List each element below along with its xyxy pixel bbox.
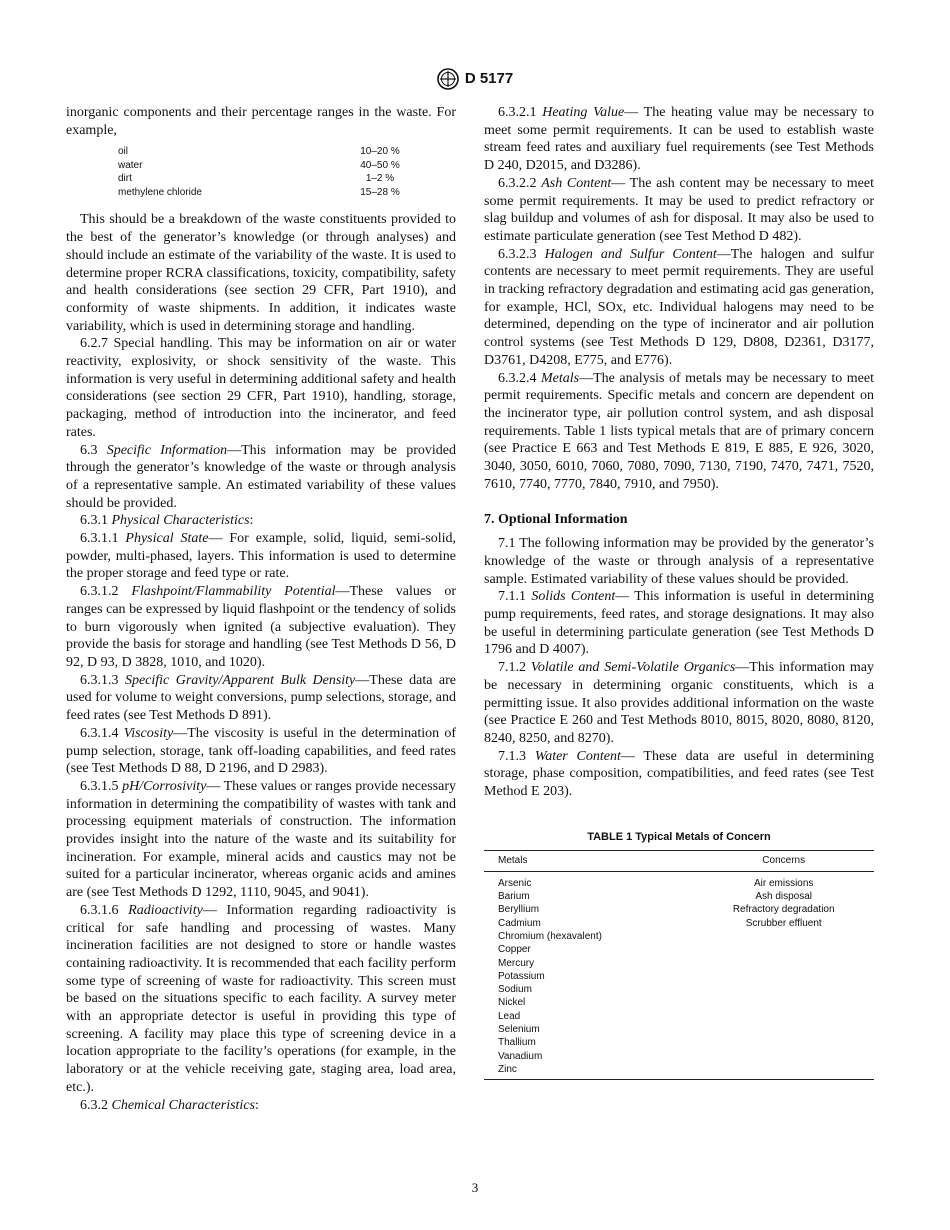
concern-cell xyxy=(693,943,874,956)
table-row xyxy=(484,1036,874,1049)
concern-cell xyxy=(693,957,874,970)
example-row: dirt 1–2 % xyxy=(118,173,395,185)
concern-cell xyxy=(693,996,874,1009)
left-column xyxy=(66,104,456,1114)
example-row: water 40–50 % xyxy=(118,159,400,171)
table-row xyxy=(484,970,874,983)
table-row xyxy=(484,983,874,996)
table-row xyxy=(484,957,874,970)
paragraph: 6.3.2.3 Halogen and Sulfur Content—The halogen and sulfur contents are necessary to meet permit requirements. They are useful in tracking refractory degradation and estimating acid gas generation, for example, HCl, SOx, etc. Individual halogens may need to be determined, depending on the type of incinerator and air pollution control systems (see Test Methods D 129, D808, D2361, D3177, D3761, D4208, E775, and E776). xyxy=(484,246,874,368)
table-row xyxy=(484,943,874,956)
paragraph: 7.1.1 Solids Content— This information is useful in determining pump requirements, feed rates, and storage designations. It may also be useful in determining particulate generation (see Test Methods D 1796 and D 4007). xyxy=(484,589,874,658)
metal-cell: Beryllium xyxy=(498,904,540,916)
document-designation: D 5177 xyxy=(464,69,514,87)
page-number: 3 xyxy=(471,1180,479,1195)
concern-cell xyxy=(693,1010,874,1023)
table-row xyxy=(484,1063,874,1080)
paragraph: 6.2.7 Special handling. This may be information on air or water reactivity, explosivity, or shock sensitivity of the waste. This information is very useful in determining additional safety and health considerations (see section 29 CFR, Part 1910), handling, storage, packaging, method of introduction into the incinerator, and feed rates. xyxy=(66,336,456,440)
metal-cell: Potassium xyxy=(498,970,545,982)
paragraph: 7.1 The following information may be provided by the generator’s knowledge of the waste or through analysis of a representative sample. Estimated variability of these values should be provided. xyxy=(484,536,874,587)
paragraph: 6.3.2.4 Metals—The analysis of metals may be necessary to meet permit requirements. Specific metals and concern are dependent on the incinerator type, air pollution control system, and ash disposal requirements. Table 1 lists typical metals that are of primary concern (see Practice E 663 and Test Methods E 819, E 885, E 926, 3020, 3040, 3050, 6010, 7060, 7080, 7090, 7130, 7190, 7470, 7471, 7520, 7610, 7740, 7770, 7840, 7910, and 7950). xyxy=(484,370,874,492)
table-header-row xyxy=(484,851,874,871)
table-row xyxy=(484,996,874,1009)
paragraph: 6.3.1.6 Radioactivity— Information regarding radioactivity is critical for safe handling and processing of wastes. Many incineration facilities are not designed to store or handle wastes containing radioactivity. It is recommended that each facility perform some type of screening of waste for radioactivity. This screen must be based on the situations specific to each facility. A survey meter with an appropriate detector is useful in providing this type of screening. A facility may place this type of screening device in a location appropriate to the facility’s operations (for example, in the laboratory or at the vehicle receiving gate, staging area, load area, etc.). xyxy=(66,902,457,1095)
concern-cell xyxy=(693,1050,874,1063)
paragraph: 7.1.2 Volatile and Semi-Volatile Organics—This information may be necessary in determining organic constituents, which is a permitting issue. It also provides additional information on the waste (see Practice E 260 and Test Methods 8010, 8015, 8020, 8080, 8120, 8240, 8250, and 8270). xyxy=(484,660,875,746)
paragraph: This should be a breakdown of the waste constituents provided to the best of the generator’s knowledge (or through analyses) and should include an estimate of the variability of the waste. It is used to determine proper RCRA classifications, toxicity, compatibility, safety and health considerations (see section 29 CFR, Part 1910), and conformity of waste shipments. In addition, it indicates waste variability, which is used in determining storage and handling. xyxy=(66,212,456,334)
metal-cell: Lead xyxy=(498,1010,521,1022)
table-row xyxy=(484,930,874,943)
concern-cell xyxy=(693,983,874,996)
table-title: TABLE 1 Typical Metals of Concern xyxy=(587,830,771,843)
metal-cell: Thallium xyxy=(498,1037,536,1049)
paragraph: 6.3 Specific Information—This information may be provided through the generator’s knowledge of the waste or through analysis of a representative sample. An estimated variability of these values should be provided. xyxy=(66,442,456,511)
metal-cell: Copper xyxy=(498,944,531,956)
astm-logo-icon xyxy=(437,68,459,90)
concern-cell: Scrubber effluent xyxy=(745,917,822,929)
table-row xyxy=(484,917,874,930)
metal-cell: Selenium xyxy=(498,1023,540,1035)
metals-table xyxy=(484,850,874,1080)
concern-cell: Refractory degradation xyxy=(732,904,835,916)
concern-cell: Ash disposal xyxy=(755,891,813,903)
metal-cell: Mercury xyxy=(498,957,535,969)
metal-cell: Barium xyxy=(498,891,530,903)
metal-cell: Zinc xyxy=(484,1063,693,1080)
metal-cell: Sodium xyxy=(498,984,532,996)
paragraph: 6.3.1.5 pH/Corrosivity— These values or ranges provide necessary information in determining the compatibility of wastes with tank and processing equipment materials of construction. The information provides insight into the nature of the waste and its suitability for incineration. For example, mineral acids and caustics may not be suited for a particular incinerator, whereas organic acids and amines are (see Test Methods D 1292, 1110, 9045, and 9041). xyxy=(66,778,456,901)
page-header xyxy=(0,68,950,90)
concern-cell xyxy=(693,1036,874,1049)
paragraph: 6.3.2 Chemical Characteristics: xyxy=(80,1097,259,1113)
concern-cell: Air emissions xyxy=(753,877,814,889)
table-row xyxy=(484,1010,874,1023)
paragraph: 6.3.1.3 Specific Gravity/Apparent Bulk Density—These data are used for volume to weight conversions, pump selections, storage, and feed rates (see Test Methods D 891). xyxy=(66,672,456,724)
example-row: oil 10–20 % xyxy=(118,146,400,158)
table-row xyxy=(484,1050,874,1063)
table-row xyxy=(484,871,874,890)
paragraph: 6.3.1.2 Flashpoint/Flammability Potential—These values or ranges can be expressed by liquid flashpoint or the tendency of solids to burn vigorously when ignited (a subjective evaluation). They provide the basis for storage and handling (see Test Methods D 56, D 92, D 93, D 3828, 1010, and 1020). xyxy=(66,584,456,670)
paragraph: 6.3.1.1 Physical State— For example, solid, liquid, semi-solid, powder, multi-phased, layers. This information is used to determine the proper storage and feed type or rate. xyxy=(66,531,457,582)
metal-cell: Chromium (hexavalent) xyxy=(498,930,602,942)
concern-cell xyxy=(693,970,874,983)
column-header-concerns: Concerns xyxy=(693,851,874,871)
paragraph: 6.3.1.4 Viscosity—The viscosity is useful in the determination of pump selection, storage, tank off-loading capabilities, and feed rates (see Test Methods D 88, D 2196, and D 2983). xyxy=(66,725,456,777)
paragraph: 7.1.3 Water Content— These data are useful in determining storage, phase composition, compatibilities, and feed rates (see Test Method E 203). xyxy=(484,748,875,800)
concern-cell xyxy=(693,1023,874,1036)
paragraph: 6.3.2.1 Heating Value— The heating value may be necessary to meet some permit requirements. It can be used to establish waste stream feed rates and auxiliary fuel requirements (see Test Methods D 240, D2015, and D3286). xyxy=(484,105,874,174)
table-row xyxy=(484,890,874,903)
metal-cell: Nickel xyxy=(498,997,526,1009)
intro-paragraph: inorganic components and their percentage ranges in the waste. For example, xyxy=(66,105,456,138)
column-header-metals: Metals xyxy=(484,851,693,871)
table-row xyxy=(484,1023,874,1036)
section-heading: 7. Optional Information xyxy=(484,512,628,528)
metal-cell: Vanadium xyxy=(498,1050,543,1062)
concern-cell xyxy=(693,1063,874,1080)
example-row: methylene chloride 15–28 % xyxy=(118,186,400,198)
table-row xyxy=(484,903,874,916)
metal-cell: Arsenic xyxy=(498,877,532,889)
paragraph: 6.3.2.2 Ash Content— The ash content may be necessary to meet some permit requirements. It may be used to predict refractory or slag buildup and volumes of ash for disposal. It may also be used to estimate particulate generation (see Test Method D 482). xyxy=(484,175,874,244)
metal-cell: Cadmium xyxy=(498,917,541,929)
example-composition-table xyxy=(118,145,420,199)
concern-cell xyxy=(693,930,874,943)
paragraph: 6.3.1 Physical Characteristics: xyxy=(80,513,254,529)
right-column xyxy=(484,104,874,1080)
